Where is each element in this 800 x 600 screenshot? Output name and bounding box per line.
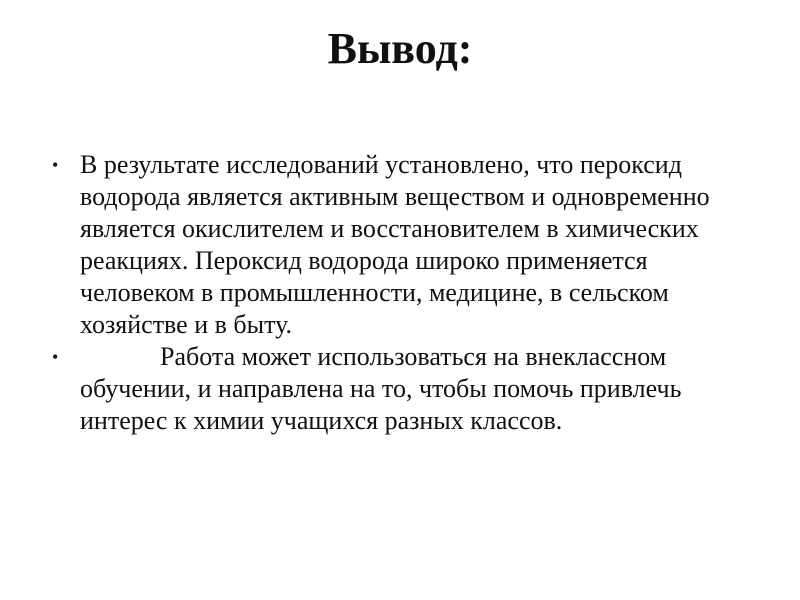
- bullet-list: [40, 149, 760, 437]
- bullet-text: В результате исследований установлено, что пероксид водорода является активным веществом и одновременно является окислителем и восстановителем в химических реакциях. Пероксид водорода широко применяется человеком в промышленности, медицине, в сельском хозяйстве и в быту.: [80, 150, 710, 339]
- bullet-marker: •: [52, 347, 59, 367]
- bullet-text-indented: [80, 341, 760, 437]
- bullet-item: [40, 149, 760, 341]
- bullet-text: Работа может использоваться на внеклассном обучении, и направлена на то, чтобы помочь привлечь интерес к химии учащихся разных классов.: [80, 342, 682, 435]
- slide-title: Вывод:: [327, 24, 473, 73]
- bullet-item: [40, 341, 760, 437]
- bullet-marker: •: [52, 155, 59, 175]
